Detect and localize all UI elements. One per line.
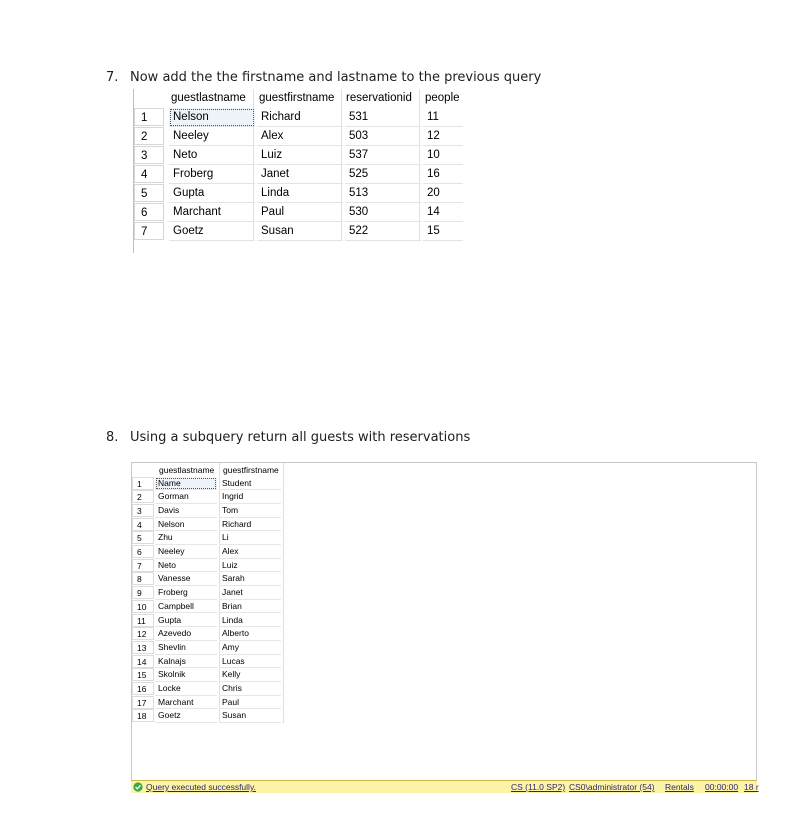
table-cell-guestlastname[interactable]: Neeley <box>169 127 255 146</box>
table-row[interactable] <box>132 641 292 655</box>
row-number[interactable]: 8 <box>132 572 154 585</box>
table-cell-guestfirstname[interactable]: Luiz <box>219 559 281 573</box>
query-status-bar <box>131 780 757 793</box>
table-row[interactable] <box>132 627 292 641</box>
table-cell-guestlastname[interactable]: Gupta <box>169 184 255 203</box>
status-elapsed: 00:00:00 <box>705 782 739 792</box>
table-cell-guestlastname[interactable]: Campbell <box>155 600 217 614</box>
table-cell-people[interactable]: 14 <box>423 203 463 222</box>
row-number[interactable]: 1 <box>134 108 164 126</box>
table-cell-guestlastname[interactable]: Gupta <box>155 614 217 628</box>
row-number[interactable]: 2 <box>132 490 154 503</box>
row-number[interactable]: 7 <box>132 559 154 572</box>
table-cell-guestfirstname[interactable]: Paul <box>219 696 281 710</box>
status-user: CS0\administrator (54) <box>569 782 655 792</box>
table-cell-guestlastname[interactable]: Froberg <box>155 586 217 600</box>
table-cell-guestfirstname[interactable]: Student <box>219 477 281 491</box>
table-cell-guestlastname[interactable]: Nelson <box>169 108 255 127</box>
table-row[interactable] <box>134 165 460 184</box>
table-cell-guestlastname[interactable]: Marchant <box>169 203 255 222</box>
table-row[interactable] <box>132 531 292 545</box>
table-cell-guestfirstname[interactable]: Richard <box>219 518 281 532</box>
row-number[interactable]: 9 <box>132 586 154 599</box>
table-cell-guestlastname[interactable]: Neto <box>169 146 255 165</box>
table-row[interactable] <box>134 203 460 222</box>
question-8 <box>106 430 470 445</box>
table-cell-guestfirstname[interactable]: Lucas <box>219 655 281 669</box>
table-row[interactable] <box>134 222 460 241</box>
table-cell-people[interactable]: 12 <box>423 127 463 146</box>
question-7-number: 7. <box>106 70 119 85</box>
check-circle-icon <box>133 782 143 792</box>
table-cell-guestfirstname[interactable]: Susan <box>219 709 281 723</box>
row-number[interactable]: 12 <box>132 627 154 640</box>
column-header-guestfirstname[interactable]: guestfirstname <box>223 465 279 475</box>
column-header-people[interactable]: people <box>425 92 460 104</box>
table-cell-guestlastname[interactable]: Vanesse <box>155 572 217 586</box>
table-row[interactable] <box>132 586 292 600</box>
table-cell-guestlastname[interactable]: Zhu <box>155 531 217 545</box>
row-number[interactable]: 16 <box>132 682 154 695</box>
table-cell-guestfirstname[interactable]: Paul <box>257 203 343 222</box>
table-row[interactable] <box>132 668 292 682</box>
table-cell-guestfirstname[interactable]: Chris <box>219 682 281 696</box>
table-cell-guestfirstname[interactable]: Amy <box>219 641 281 655</box>
table-cell-guestfirstname[interactable]: Alex <box>219 545 281 559</box>
table-cell-guestfirstname[interactable]: Janet <box>219 586 281 600</box>
table-cell-guestlastname[interactable]: Name <box>155 477 217 491</box>
table-row[interactable] <box>134 184 460 203</box>
row-number[interactable]: 14 <box>132 655 154 668</box>
table-cell-guestfirstname[interactable]: Alberto <box>219 627 281 641</box>
table-cell-guestlastname[interactable]: Azevedo <box>155 627 217 641</box>
table-row[interactable] <box>132 477 292 491</box>
table-cell-guestfirstname[interactable]: Sarah <box>219 572 281 586</box>
row-number[interactable]: 5 <box>134 184 164 202</box>
question-7-text: Now add the the firstname and lastname to the previous query <box>130 70 542 85</box>
table-cell-guestfirstname[interactable]: Tom <box>219 504 281 518</box>
table-cell-guestfirstname[interactable]: Richard <box>257 108 343 127</box>
row-number[interactable]: 15 <box>132 668 154 681</box>
question-8-text: Using a subquery return all guests with reservations <box>130 430 471 445</box>
table-row[interactable] <box>132 655 292 669</box>
row-number[interactable]: 13 <box>132 641 154 654</box>
table-cell-reservationid[interactable]: 537 <box>345 146 421 165</box>
table-row[interactable] <box>134 127 460 146</box>
table-cell-guestlastname[interactable]: Skolnik <box>155 668 217 682</box>
status-message: Query executed successfully. <box>146 782 256 792</box>
row-number[interactable]: 1 <box>132 477 154 490</box>
table-cell-guestlastname[interactable]: Gorman <box>155 490 217 504</box>
column-header-reservationid[interactable]: reservationid <box>346 92 412 104</box>
row-number[interactable]: 3 <box>132 504 154 517</box>
table-cell-guestfirstname[interactable]: Susan <box>257 222 343 241</box>
table-cell-guestfirstname[interactable]: Luiz <box>257 146 343 165</box>
table-cell-reservationid[interactable]: 530 <box>345 203 421 222</box>
table-cell-guestlastname[interactable]: Kalnajs <box>155 655 217 669</box>
table-cell-guestfirstname[interactable]: Ingrid <box>219 490 281 504</box>
table-row[interactable] <box>134 146 460 165</box>
table-cell-guestlastname[interactable]: Locke <box>155 682 217 696</box>
table-cell-guestlastname[interactable]: Shevlin <box>155 641 217 655</box>
row-number[interactable]: 6 <box>132 545 154 558</box>
table-row[interactable] <box>134 108 460 127</box>
table-cell-guestlastname[interactable]: Goetz <box>155 709 217 723</box>
table-cell-guestlastname[interactable]: Nelson <box>155 518 217 532</box>
table-cell-people[interactable]: 16 <box>423 165 463 184</box>
column-header-guestlastname[interactable]: guestlastname <box>171 92 246 104</box>
row-number[interactable]: 6 <box>134 203 164 221</box>
row-number[interactable]: 3 <box>134 146 164 164</box>
table-cell-guestlastname[interactable]: Neeley <box>155 545 217 559</box>
table-cell-guestfirstname[interactable]: Janet <box>257 165 343 184</box>
row-number[interactable]: 4 <box>134 165 164 183</box>
row-number[interactable]: 2 <box>134 127 164 145</box>
question-8-number: 8. <box>106 430 119 445</box>
column-header-guestlastname[interactable]: guestlastname <box>159 465 215 475</box>
row-number[interactable]: 5 <box>132 531 154 544</box>
table-row[interactable] <box>132 696 292 710</box>
table-row[interactable] <box>132 559 292 573</box>
table-cell-reservationid[interactable]: 531 <box>345 108 421 127</box>
table-cell-guestfirstname[interactable]: Li <box>219 531 281 545</box>
table-row[interactable] <box>132 572 292 586</box>
table-row[interactable] <box>132 614 292 628</box>
status-rows: 18 r <box>744 782 759 792</box>
table-cell-guestfirstname[interactable]: Kelly <box>219 668 281 682</box>
table-cell-guestfirstname[interactable]: Alex <box>257 127 343 146</box>
table-row[interactable] <box>132 518 292 532</box>
results-grid-2[interactable] <box>131 462 757 792</box>
table-cell-guestlastname[interactable]: Froberg <box>169 165 255 184</box>
table-row[interactable] <box>132 490 292 504</box>
table-cell-guestlastname[interactable]: Neto <box>155 559 217 573</box>
table-cell-guestlastname[interactable]: Marchant <box>155 696 217 710</box>
table-cell-guestfirstname[interactable]: Linda <box>257 184 343 203</box>
table-cell-reservationid[interactable]: 522 <box>345 222 421 241</box>
row-number[interactable]: 11 <box>132 614 154 627</box>
status-server: CS (11.0 SP2) <box>511 782 566 792</box>
column-header-guestfirstname[interactable]: guestfirstname <box>259 92 335 104</box>
question-7 <box>106 70 541 85</box>
results-grid-1[interactable] <box>133 89 460 253</box>
table-cell-guestlastname[interactable]: Goetz <box>169 222 255 241</box>
table-cell-reservationid[interactable]: 513 <box>345 184 421 203</box>
table-cell-people[interactable]: 15 <box>423 222 463 241</box>
status-database: Rentals <box>665 782 694 792</box>
table-cell-guestfirstname[interactable]: Brian <box>219 600 281 614</box>
table-cell-guestlastname[interactable]: Davis <box>155 504 217 518</box>
table-cell-reservationid[interactable]: 525 <box>345 165 421 184</box>
table-cell-people[interactable]: 20 <box>423 184 463 203</box>
row-number[interactable]: 18 <box>132 709 154 722</box>
table-row[interactable] <box>132 709 292 723</box>
table-cell-people[interactable]: 10 <box>423 146 463 165</box>
row-number[interactable]: 10 <box>132 600 154 613</box>
table-row[interactable] <box>132 682 292 696</box>
row-number[interactable]: 4 <box>132 518 154 531</box>
row-number[interactable]: 17 <box>132 696 154 709</box>
table-cell-guestfirstname[interactable]: Linda <box>219 614 281 628</box>
table-cell-people[interactable]: 11 <box>423 108 463 127</box>
table-row[interactable] <box>132 600 292 614</box>
table-row[interactable] <box>132 504 292 518</box>
row-number[interactable]: 7 <box>134 222 164 240</box>
table-cell-reservationid[interactable]: 503 <box>345 127 421 146</box>
table-row[interactable] <box>132 545 292 559</box>
